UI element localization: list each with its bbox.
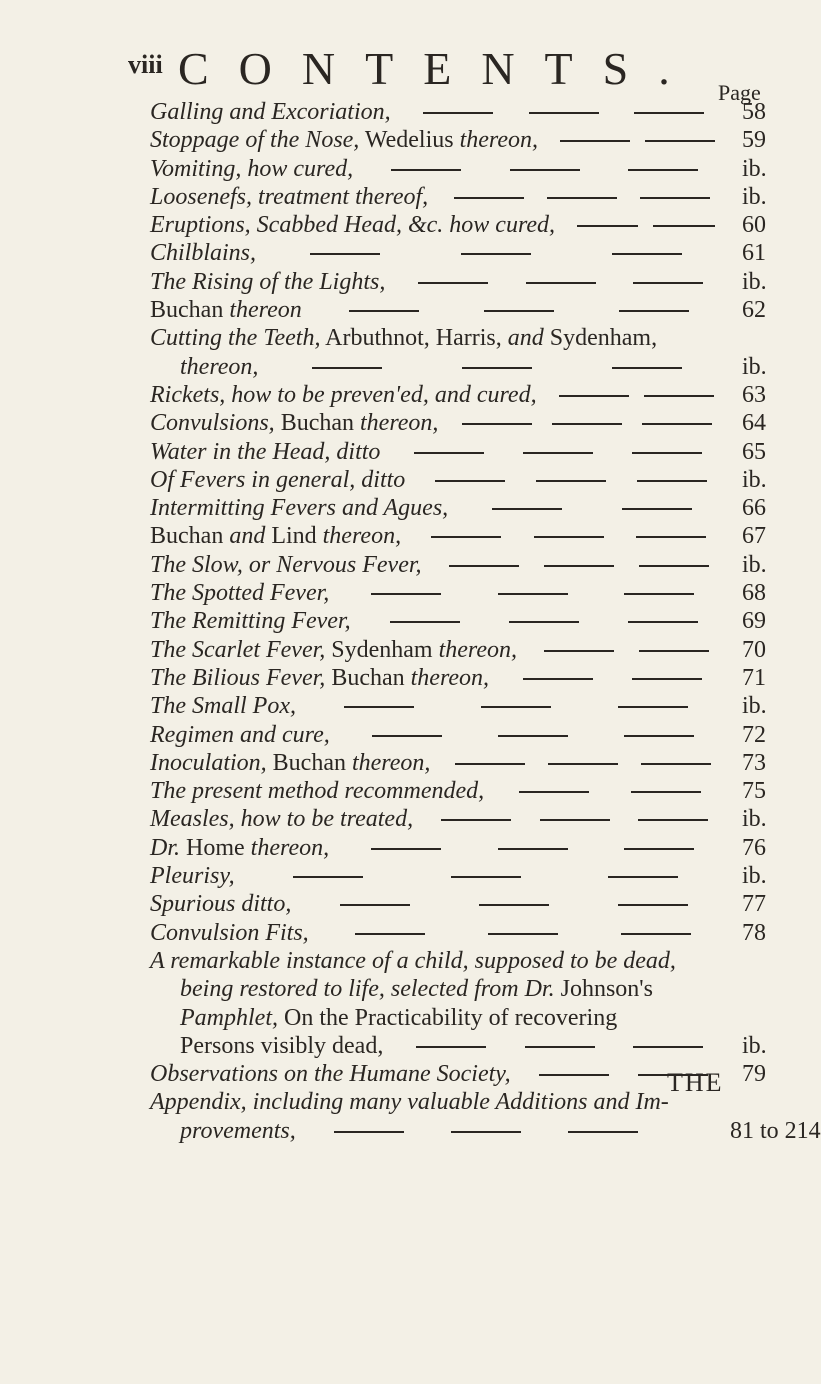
entry-text-segment: Stoppage of the Nose, [150,127,360,154]
leader-dash [622,508,692,510]
leader-dash [488,933,558,935]
entry-title [150,1088,669,1116]
entry-text-segment: Cutting the Teeth, [150,325,321,352]
leader-dash [634,112,704,114]
leader-dash [559,395,629,397]
entry-title [150,268,385,296]
entry-title [150,438,380,466]
contents-entry: The Rising of the Lights, ib. [150,268,767,295]
leader-dash [568,1131,638,1133]
entry-title [150,805,413,833]
entry-title [150,890,291,918]
entry-title [150,155,353,183]
leader-dash [451,1131,521,1133]
contents-entry: Stoppage of the Nose, Wedelius thereon, 59 [150,127,766,154]
entry-text-segment: Pleurisy, [150,863,235,890]
entry-title [150,126,538,154]
contents-entry: Spurious ditto, 77 [150,891,766,918]
entry-text-segment: being restored to life, selected from Dr. [180,976,555,1003]
leader-dash [640,197,710,199]
contents-entry: Rickets, how to be preven'ed, and cured, 63 [150,381,766,408]
leader-dash [638,819,708,821]
entry-text-segment: provements, [180,1117,296,1144]
entry-title [150,183,428,211]
leader-dash [644,395,714,397]
leader-dash [547,197,617,199]
contents-entry: thereon, ib. [180,353,767,380]
leader-dash [624,735,694,737]
page-column-label: Page [718,80,761,105]
entry-text-segment: Of Fevers in general, ditto [150,466,406,493]
leader-dash [536,480,606,482]
leader-dash [624,848,694,850]
contents-entry: Persons visibly dead, ib. [180,1032,767,1059]
contents-entry: Convulsions, Buchan thereon, 64 [150,410,766,437]
entry-text-segment: Arbuthnot, Harris, [320,325,508,352]
leader-dash [371,848,441,850]
entry-text-segment: Buchan [325,664,411,691]
entry-text-segment: thereon, [360,410,439,437]
leader-dash [484,310,554,312]
leader-dash [548,763,618,765]
leader-dash [423,112,493,114]
entry-text-segment: Regimen and cure, [150,721,330,748]
entry-title [150,862,235,890]
entry-text-segment: Home [180,834,251,861]
leader-dash [544,565,614,567]
entry-text-segment: Galling and Excoriation, [150,99,391,125]
leader-dash [637,480,707,482]
entry-text-segment: Persons visibly dead, [180,1032,384,1059]
leader-dash [526,282,596,284]
leader-dash [621,933,691,935]
contents-entry [150,324,750,352]
leader-dash [451,876,521,878]
leader-dash [544,650,614,652]
leader-dash [441,819,511,821]
entry-text-segment: Observations on the Humane Society, [150,1061,511,1088]
leader-dash [529,112,599,114]
leader-dash [645,140,715,142]
leader-dash [632,678,702,680]
contents-entry: The Bilious Fever, Buchan thereon, 71 [150,664,766,691]
leader-dash [608,876,678,878]
entry-text-segment: thereon, [180,353,259,380]
entry-title [150,919,309,947]
leader-dash [391,169,461,171]
leader-dash [632,452,702,454]
leader-dash [540,819,610,821]
entry-text-segment: The Rising of the Lights, [150,268,386,295]
leader-dash [334,1131,404,1133]
entry-title [150,522,401,550]
leader-dash [577,225,639,227]
contents-entry: Measles, how to be treated, ib. [150,806,767,833]
entry-text-segment: Convulsion Fits, [150,919,309,946]
entry-text-segment: Loosenefs, treatment thereof, [150,183,429,210]
leader-dash [628,169,698,171]
leader-dash [372,735,442,737]
entry-text-segment: Buchan [150,297,230,324]
entry-text-segment: Sydenham [325,636,439,663]
leader-dash [498,848,568,850]
entry-title [150,494,448,522]
entry-text-segment: Sydenham, [543,325,658,352]
leader-dash [642,423,712,425]
leader-dash [371,593,441,595]
entry-title [150,692,296,720]
leader-dash [349,310,419,312]
leader-dash [636,536,706,538]
leader-dash [510,169,580,171]
entry-title [150,1060,511,1088]
contents-entry: Intermitting Fevers and Agues, 66 [150,495,766,522]
entry-title [150,834,329,862]
leader-dash [462,367,532,369]
entry-text-segment: Measles, how to be treated, [150,806,414,833]
leader-dash [612,367,682,369]
leader-dash [612,253,682,255]
entry-text-segment: Vomiting, how cured, [150,155,354,182]
entry-text-segment: Buchan [150,523,230,550]
leader-dash [523,452,593,454]
contents-entry: Convulsion Fits, 78 [150,919,766,946]
entry-title [150,296,302,324]
contents-entry: Pleurisy, ib. [150,863,767,890]
entry-text-segment: Water in the Head, ditto [150,438,381,465]
entry-text-segment: Rickets, how to be preven'ed, and cured, [150,381,537,408]
leader-dash [498,593,568,595]
entry-text-segment: The Remitting Fever, [150,608,351,635]
entry-title [150,381,537,409]
entry-title [180,1117,296,1145]
leader-dash [639,650,709,652]
leader-dash [641,763,711,765]
leader-dash [509,621,579,623]
entry-title [150,579,329,607]
contents-entry: Eruptions, Scabbed Head, &c. how cured, 60 [150,212,766,239]
contents-entry: Chilblains, 61 [150,240,766,267]
entry-text-segment: Eruptions, Scabbed Head, &c. how cured, [150,212,556,239]
entry-text-segment: Lind [265,523,323,550]
leader-dash [653,225,715,227]
leader-dash [534,536,604,538]
entry-text-segment: The Spotted Fever, [150,580,330,607]
leader-dash [479,904,549,906]
leader-dash [449,565,519,567]
entry-text-segment: Wedelius [359,127,460,154]
contents-entry: Galling and Excoriation, 58 [150,99,766,125]
leader-dash [523,678,593,680]
entry-text-segment: Buchan [274,410,360,437]
entry-text-segment: The Slow, or Nervous Fever, [150,551,422,578]
leader-dash [633,282,703,284]
folio: viii [128,50,163,79]
leader-dash [355,933,425,935]
entry-text-segment: Chilblains, [150,240,257,267]
contents-entry: Inoculation, Buchan thereon, 73 [150,749,766,776]
leader-dash [481,706,551,708]
leader-dash [560,140,630,142]
contents-entry: Observations on the Humane Society, 79 [150,1061,766,1088]
leader-dash [414,452,484,454]
leader-dash [310,253,380,255]
leader-dash [552,423,622,425]
contents-entry: Of Fevers in general, ditto ib. [150,466,767,493]
entry-text-segment: Inoculation, [150,749,267,776]
entry-title [180,1004,617,1032]
entry-text-segment: thereon, [351,749,431,776]
leader-dash [455,763,525,765]
entry-text-segment: thereon [229,297,302,324]
entry-text-segment: The Small Pox, [150,693,296,720]
leader-dash [498,735,568,737]
leader-dash [619,310,689,312]
entry-text-segment: thereon, [438,636,518,663]
contents-entry: Buchan and Lind thereon, 67 [150,523,766,550]
contents-entry: Dr. Home thereon, 76 [150,834,766,861]
leader-dash [416,1046,486,1048]
leader-dash [618,904,688,906]
entry-title [150,409,438,437]
leader-dash [639,565,709,567]
entry-text-segment: thereon, [459,127,539,154]
contents-entry: Regimen and cure, 72 [150,721,766,748]
entry-text-segment: Pamphlet, [180,1004,278,1031]
entry-text-segment: thereon, [410,664,490,691]
entry-text-segment: Buchan [266,749,352,776]
entry-text-segment: and [229,523,266,550]
entry-text-segment: On the Practicability of recovering [277,1004,618,1031]
entry-title [150,749,430,777]
entry-title [150,777,484,805]
contents-entry: The Small Pox, ib. [150,693,767,720]
entry-title [150,551,422,579]
leader-dash [525,1046,595,1048]
contents-entry: Water in the Head, ditto 65 [150,438,766,465]
contents-entry: Buchan thereon 62 [150,297,766,324]
contents-entry: The Spotted Fever, 68 [150,580,766,607]
entry-title [150,664,489,692]
leader-dash [618,706,688,708]
leader-dash [461,253,531,255]
contents-entry: Loosenefs, treatment thereof, ib. [150,183,767,210]
entry-text-segment: The present method recommended, [150,778,485,805]
leader-dash [431,536,501,538]
leader-dash [390,621,460,623]
contents-entry: The Scarlet Fever, Sydenham thereon, 70 [150,636,766,663]
leader-dash [418,282,488,284]
leader-dash [624,593,694,595]
contents-entry: The Slow, or Nervous Fever, ib. [150,551,767,578]
entry-text-segment: and [507,325,544,352]
contents-entry: Vomiting, how cured, ib. [150,155,767,182]
entry-text-segment: Appendix, including many valuable Additions and Im- [150,1089,669,1116]
contents-entry [150,947,750,975]
leader-dash [462,423,532,425]
entry-title [180,1032,383,1060]
leader-dash [344,706,414,708]
contents-entry: The present method recommended, 75 [150,778,766,805]
entry-title [150,239,256,267]
entry-text-segment: Convulsions, [150,410,275,437]
contents-entry: The Remitting Fever, 69 [150,608,766,635]
entry-text-segment: A remarkable instance of a child, supposed to be dead, [150,947,676,974]
entry-text-segment: thereon, [322,523,402,550]
contents-entry [150,1004,750,1032]
entry-title [180,975,653,1003]
entry-text-segment: The Bilious Fever, [150,664,326,691]
entry-title [150,98,391,126]
entry-title [150,324,657,352]
leader-dash [454,197,524,199]
contents-list [150,98,821,1145]
leader-dash [492,508,562,510]
leader-dash [312,367,382,369]
leader-dash [631,791,701,793]
contents-entry [150,1088,750,1116]
contents-entry: provements, 81 to 214 [180,1117,821,1144]
catchword: THE [667,1068,724,1097]
leader-dash [633,1046,703,1048]
leader-dash [340,904,410,906]
entry-title [180,353,258,381]
entry-title [150,607,351,635]
leader-dash [519,791,589,793]
entry-title [150,721,330,749]
contents-entry [150,975,750,1003]
entry-text-segment: Intermitting Fevers and Agues, [150,495,449,522]
leader-dash [435,480,505,482]
page-title: CONTENTS. [178,43,700,94]
leader-dash [293,876,363,878]
entry-text-segment: Johnson's [554,976,653,1003]
entry-title [150,636,517,664]
entry-text-segment: Spurious ditto, [150,891,292,918]
entry-text-segment: thereon, [250,834,330,861]
entry-title [150,466,405,494]
entry-text-segment: The Scarlet Fever, [150,636,326,663]
leader-dash [628,621,698,623]
entry-title [150,947,676,975]
entry-text-segment: Dr. [150,834,181,861]
leader-dash [539,1074,609,1076]
entry-title [150,211,555,239]
